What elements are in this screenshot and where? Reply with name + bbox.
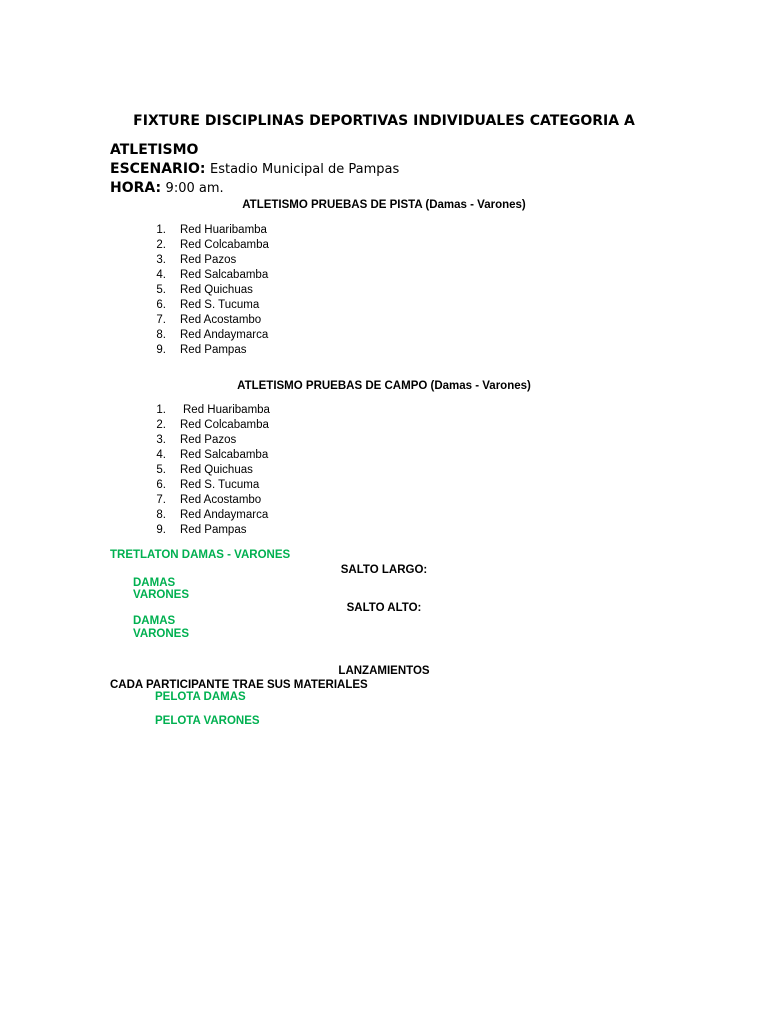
list-item-label: Red Quichuas bbox=[180, 464, 253, 476]
list-item-number: 3. bbox=[156, 254, 166, 266]
ball-varones: PELOTA VARONES bbox=[155, 715, 260, 727]
list-item-label: Red S. Tucuma bbox=[180, 479, 260, 491]
list-item-number: 7. bbox=[156, 314, 166, 326]
discipline-heading: ATLETISMO bbox=[110, 142, 199, 158]
throws-label: LANZAMIENTOS bbox=[338, 665, 430, 677]
high-jump-varones: VARONES bbox=[133, 628, 190, 640]
list-item-label: Red Pampas bbox=[180, 524, 247, 536]
list-item-label: Red Quichuas bbox=[180, 284, 253, 296]
list-item-number: 5. bbox=[156, 284, 166, 296]
list-item-label: Red Salcabamba bbox=[180, 449, 269, 461]
long-jump-damas: DAMAS bbox=[133, 577, 176, 589]
venue-line: ESCENARIO: Estadio Municipal de Pampas bbox=[110, 161, 400, 177]
list-item-label: Red Huaribamba bbox=[180, 224, 267, 236]
list-item-number: 9. bbox=[156, 524, 166, 536]
list-item-label: Red Acostambo bbox=[180, 314, 262, 326]
throws-note: CADA PARTICIPANTE TRAE SUS MATERIALES bbox=[110, 679, 368, 691]
high-jump-damas: DAMAS bbox=[133, 615, 176, 627]
list-item-label: Red Colcabamba bbox=[180, 239, 269, 251]
list-item-number: 7. bbox=[156, 494, 166, 506]
list-item-label: Red Pazos bbox=[180, 434, 237, 446]
list-item-number: 2. bbox=[156, 419, 166, 431]
list-item-number: 5. bbox=[156, 464, 166, 476]
list-item-number: 8. bbox=[156, 509, 166, 521]
list-item-label: Red Andaymarca bbox=[180, 329, 269, 341]
high-jump-label: SALTO ALTO: bbox=[346, 602, 422, 614]
long-jump-varones: VARONES bbox=[133, 589, 190, 601]
list-item-number: 3. bbox=[156, 434, 166, 446]
list-item-label: Red Pampas bbox=[180, 344, 247, 356]
list-item-label: Red Colcabamba bbox=[180, 419, 269, 431]
document-title: FIXTURE DISCIPLINAS DEPORTIVAS INDIVIDUALES CATEGORIA A bbox=[133, 113, 635, 129]
list-item-label: Red S. Tucuma bbox=[180, 299, 260, 311]
list-item-number: 1. bbox=[156, 404, 166, 416]
list-item-number: 1. bbox=[156, 224, 166, 236]
list-item-number: 9. bbox=[156, 344, 166, 356]
venue-value: Estadio Municipal de Pampas bbox=[209, 162, 400, 177]
time-value: 9:00 am. bbox=[165, 181, 224, 196]
list-item-label: Red Salcabamba bbox=[180, 269, 269, 281]
ball-damas: PELOTA DAMAS bbox=[155, 691, 246, 703]
track-heading: ATLETISMO PRUEBAS DE PISTA (Damas - Varones) bbox=[242, 199, 526, 211]
list-item-label: Red Pazos bbox=[180, 254, 237, 266]
field-heading: ATLETISMO PRUEBAS DE CAMPO (Damas - Varones) bbox=[237, 380, 531, 392]
list-item-number: 6. bbox=[156, 479, 166, 491]
list-item-number: 6. bbox=[156, 299, 166, 311]
list-item-number: 8. bbox=[156, 329, 166, 341]
list-item-label: Red Huaribamba bbox=[183, 404, 270, 416]
triathlon-heading: TRETLATON DAMAS - VARONES bbox=[110, 549, 291, 561]
list-item-number: 4. bbox=[156, 449, 166, 461]
time-line: HORA: 9:00 am. bbox=[110, 180, 224, 196]
long-jump-label: SALTO LARGO: bbox=[340, 564, 428, 576]
list-item-number: 2. bbox=[156, 239, 166, 251]
list-item-number: 4. bbox=[156, 269, 166, 281]
list-item-label: Red Acostambo bbox=[180, 494, 262, 506]
list-item-label: Red Andaymarca bbox=[180, 509, 269, 521]
